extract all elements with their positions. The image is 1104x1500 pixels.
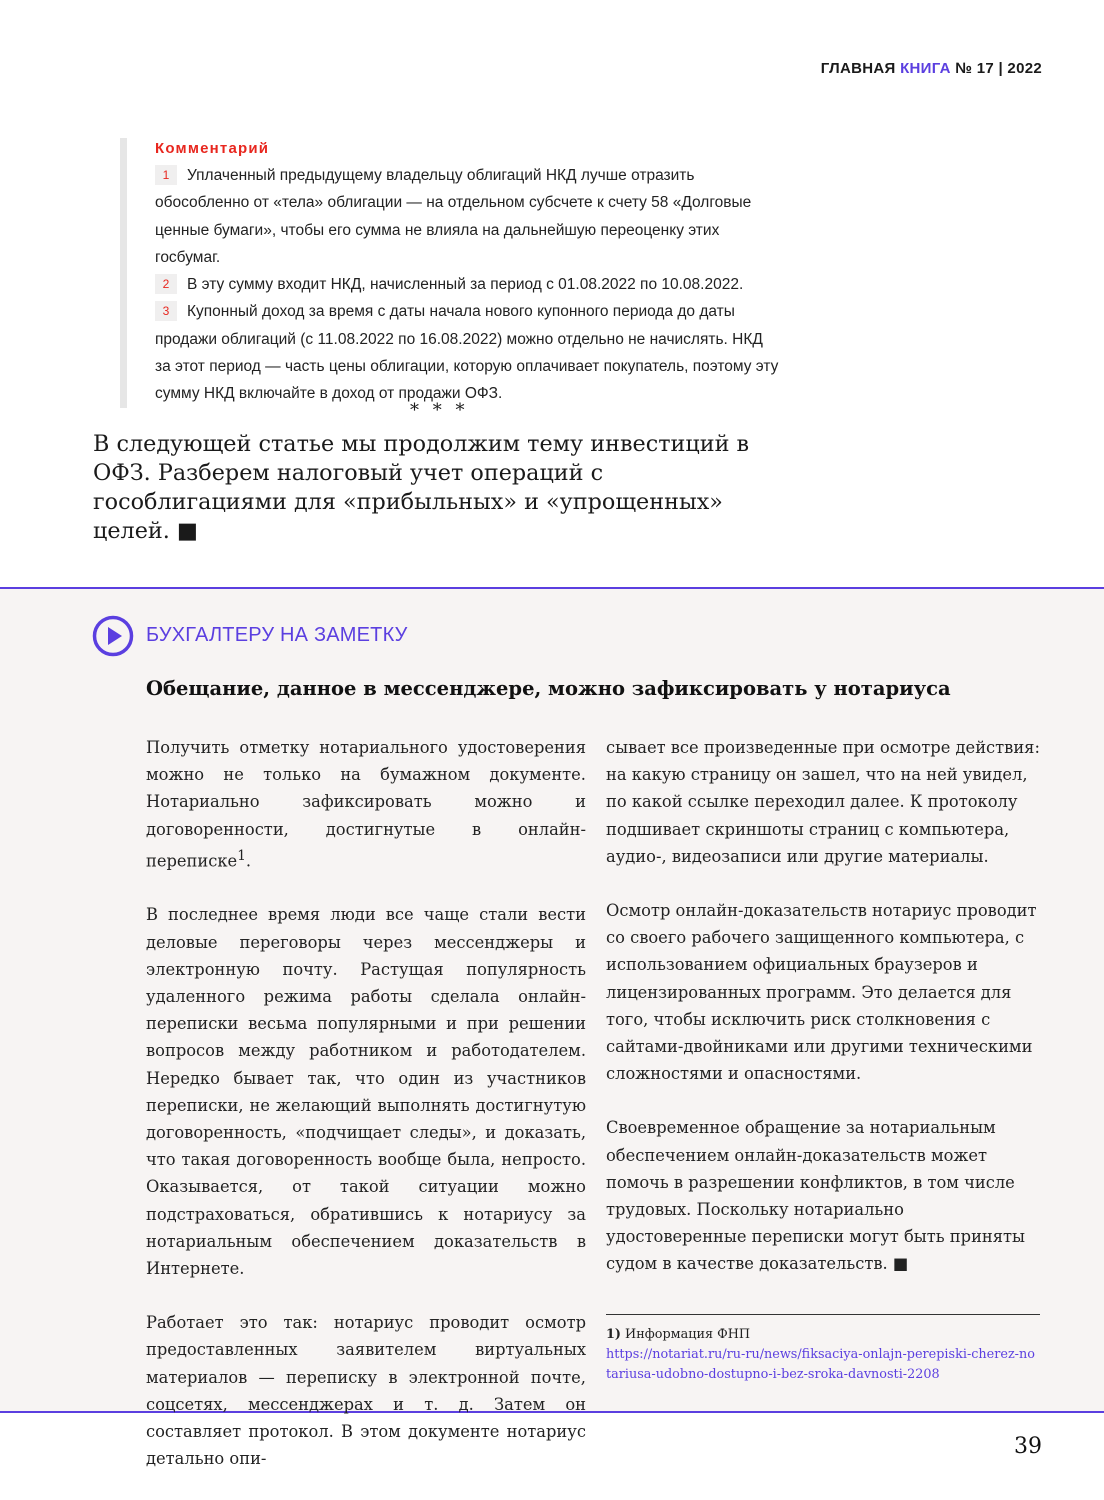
left-column [146,734,586,1500]
comment-title: Комментарий [155,140,270,157]
paragraph: сывает все произведенные при осмотре действия: на какую страницу он зашел, что на ней увидел, по какой ссылке переходил далее. К протоколу подшивает скриншоты страниц с компьютера, аудио-, видеозаписи или другие материалы. [606,738,1040,866]
magazine-name-part1: ГЛАВНАЯ [820,60,896,77]
paragraph-end: . [245,851,252,871]
note-title: Обещание, данное в мессенджере, можно зафиксировать у нотариуса [146,677,951,700]
footnote-ref[interactable]: 1 [237,847,246,864]
comment-number-badge: 3 [155,301,177,321]
page-number: 39 [1014,1434,1042,1459]
paragraph: Осмотр онлайн-доказательств нотариус проводит со своего рабочего защищенного компьютера, с использованием официальных браузеров и лицензированных программ. Это делается для того, чтобы исключить риск столкновения с сайтами-двойниками или другими техническими сложностями и опасностями. [606,901,1037,1084]
closing-paragraph: В следующей статье мы продолжим тему инвестиций в ОФЗ. Разберем налоговый учет операций с гособлигациями для «прибыльных» и «упрощенных» целей. ■ [93,431,750,544]
section-separator: * * * [410,400,469,421]
comment-item [155,298,780,407]
comment-text: Уплаченный предыдущему владельцу облигаций НКД лучше отразить обособленно от «тела» облигации — на отдельном субсчете к счету 58 «Долговые ценные бумаги», чтобы его сумма не влияла на дальнейшую переоценку этих госбумаг. [155,167,752,266]
paragraph-text: Получить отметку нотариального удостоверения можно не только на бумажном документе. Нотариально зафиксировать можно и договоренности, достигнутые в онлайн-переписке [146,738,586,871]
paragraph: Работает это так: нотариус проводит осмотр предоставленных заявителем виртуальных материалов — переписку в электронной почте, соцсетях, мессенджерах и т. д. Затем он составляет протокол. В этом документе нотариус детально опи- [146,1313,586,1469]
play-icon [92,615,134,657]
right-column [606,734,1046,1305]
footnote-source: Информация ФНП [625,1327,751,1342]
rubric-title: БУХГАЛТЕРУ НА ЗАМЕТКУ [146,624,408,646]
comment-block [120,138,780,408]
comment-item [155,162,780,271]
issue-number: № 17 | 2022 [955,60,1042,77]
footnote-marker: 1) [606,1327,621,1342]
comment-number-badge: 1 [155,165,177,185]
paragraph [146,734,586,874]
footnote [606,1314,1040,1385]
paragraph: В последнее время люди все чаще стали вести деловые переговоры через мессенджеры и электронную почту. Растущая популярность удаленного режима работы сделала онлайн-переписки весьма популярными и при решении вопросов между работником и работодателем. Нередко бывает так, что один из участников переписки, не желающий выполнять достигнутую договоренность, «подчищает следы», и доказать, что такая договоренность вообще была, непросто. Оказывается, от такой ситуации можно подстраховаться, обратившись к нотариусу за нотариальным обеспечением доказательств в Интернете. [146,905,586,1279]
comment-text: В эту сумму входит НКД, начисленный за период с 01.08.2022 по 10.08.2022. [187,276,744,294]
paragraph: Своевременное обращение за нотариальным обеспечением онлайн-доказательств может помочь в разрешении конфликтов, в том числе трудовых. Поскольку нотариально удостоверенные переписки могут быть приняты судом в качестве доказательств. ■ [606,1118,1026,1274]
magazine-name-part2: КНИГА [900,60,951,77]
footnote-link[interactable]: https://notariat.ru/ru-ru/news/fiksaciya-onlajn-perepiski-cherez-notariusa-udobno-dostupno-i-bez-sroka-davnosti-2208 [606,1347,1035,1382]
comment-item [155,271,780,298]
comment-text: Купонный доход за время с даты начала нового купонного периода до даты продажи облигаций (с 11.08.2022 по 16.08.2022) можно отдельно не начислять. НКД за этот период — часть цены облигации, которую оплачивает покупатель, поэтому эту сумму НКД включайте в доход от продажи ОФЗ. [155,303,779,403]
page-header [821,60,1042,77]
comment-number-badge: 2 [155,274,177,294]
